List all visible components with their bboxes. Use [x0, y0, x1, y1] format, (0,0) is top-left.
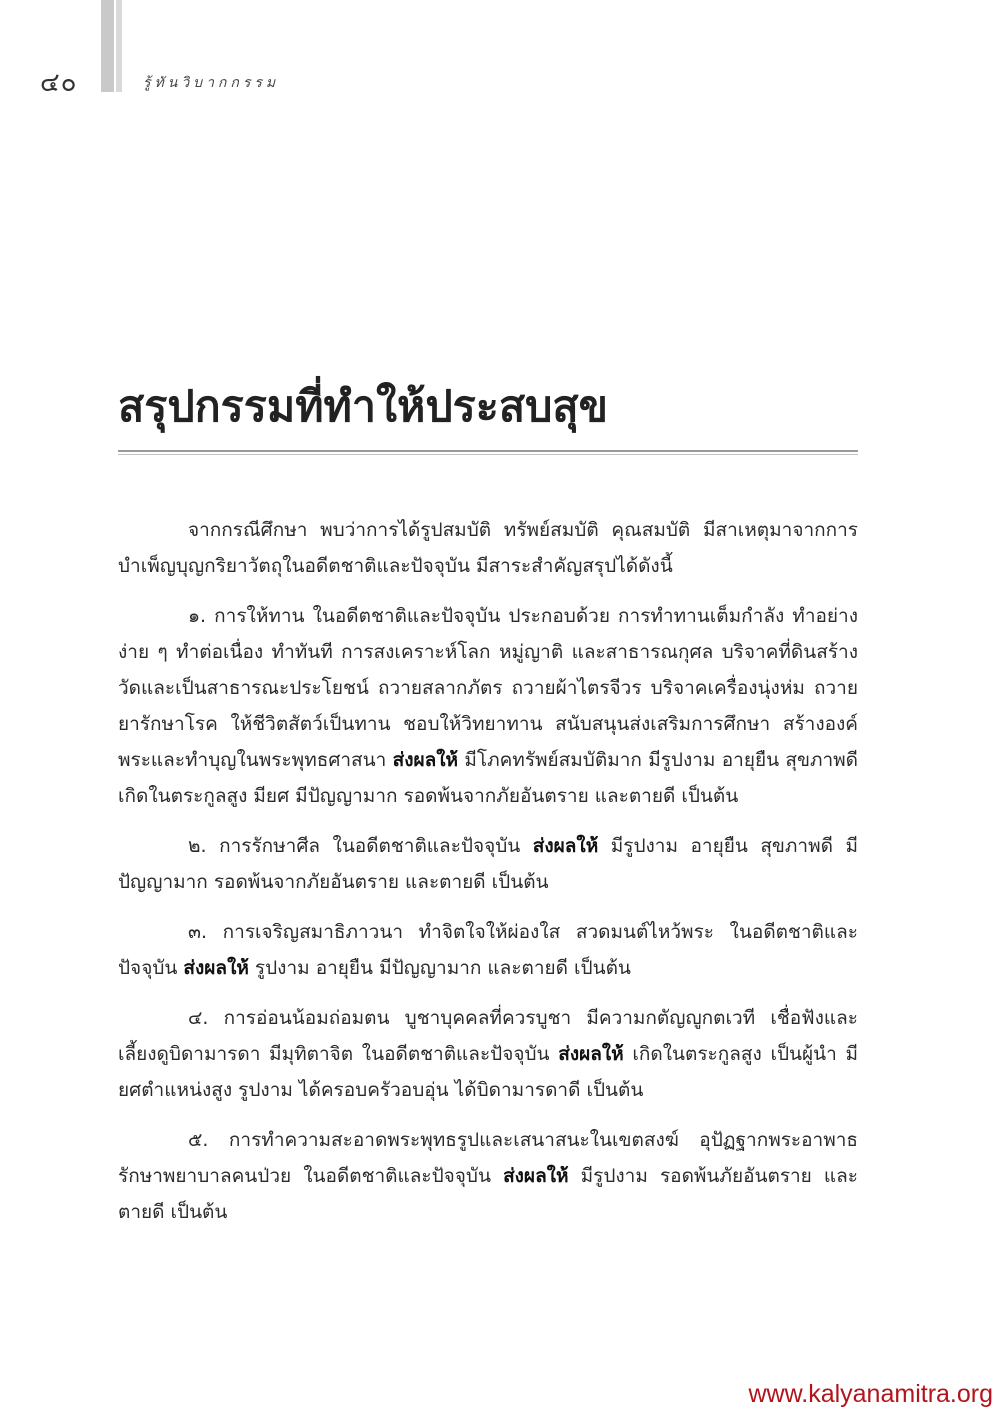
emphasis-result: ส่งผลให้ [183, 957, 249, 979]
paragraph-text: ๕. การทำความสะอาดพระพุทธรูปและเสนาสนะในเขตสงฆ์ อุปัฏฐากพระอาพาธ รักษาพยาบาลคนป่วย ในอดีตชาติและปัจจุบัน [118, 1129, 858, 1187]
title-underline-thin [118, 454, 858, 455]
paragraph-text: รูปงาม อายุยืน มีปัญญามาก และตายดี เป็นต้น [248, 957, 631, 979]
header-bar-decoration [101, 0, 114, 92]
paragraph-humility [118, 1000, 858, 1108]
paragraph-text: มีรูปงาม รอดพ้นภัยอันตราย และ ตายดี เป็นต้น [118, 1165, 858, 1223]
paragraph-text: มีโภคทรัพย์สมบัติมาก มีรูปงาม อายุยืน สุขภาพดี เกิดในตระกูลสูง มียศ มีปัญญามาก รอดพ้นจากภัยอันตราย และตายดี เป็นต้น [118, 749, 858, 807]
header-bar-decoration-light [116, 0, 122, 92]
paragraph-text: ๒. การรักษาศีล ในอดีตชาติและปัจจุบัน [188, 835, 533, 857]
paragraph-text: ๓. การเจริญสมาธิภาวนา ทำจิตใจให้ผ่องใส สวดมนต์ไหว้พระ ในอดีตชาติและปัจจุบัน [118, 921, 858, 979]
paragraph-cleaning [118, 1122, 858, 1230]
body-text [118, 512, 858, 1244]
paragraph-meditation [118, 914, 858, 986]
chapter-title: สรุปกรรมที่ทำให้ประสบสุข [118, 382, 609, 432]
intro-paragraph [118, 512, 858, 584]
paragraph-giving [118, 598, 858, 814]
page-number: ๔๐ [40, 68, 78, 98]
paragraph-text: ๑. การให้ทาน ในอดีตชาติและปัจจุบัน ประกอบด้วย การทำทานเต็มกำลัง ทำอย่างง่าย ๆ ทำต่อเนื่อง ทำทันที การสงเคราะห์โลก หมู่ญาติ และสาธารณกุศล บริจาคที่ดินสร้างวัดและเป็นสาธารณะประโยชน์ ถวายสลากภัตร ถวายผ้าไตรจีวร บริจาคเครื่องนุ่งห่ม ถวายยารักษาโรค ให้ชีวิตสัตว์เป็นทาน ชอบให้วิทยาทาน สนับสนุนส่งเสริมการศึกษา สร้างองค์พระและทำบุญในพระพุทธศาสนา [118, 605, 858, 771]
running-header-title: รู้ทันวิบากกรรม [143, 75, 280, 91]
paragraph-text: มีรูปงาม อายุยืน สุขภาพดี มีปัญญามาก รอดพ้นจากภัยอันตราย และตายดี เป็นต้น [118, 835, 858, 893]
emphasis-result: ส่งผลให้ [503, 1165, 569, 1187]
paragraph-text: จากกรณีศึกษา พบว่าการได้รูปสมบัติ ทรัพย์สมบัติ คุณสมบัติ มีสาเหตุมาจากการบำเพ็ญบุญกริยาวัตถุในอดีตชาติและปัจจุบัน มีสาระสำคัญสรุปได้ดังนี้ [118, 519, 858, 577]
website-watermark: www.kalyanamitra.org [748, 1380, 993, 1408]
title-underline [118, 450, 858, 452]
emphasis-result: ส่งผลให้ [558, 1043, 624, 1065]
emphasis-result: ส่งผลให้ [392, 749, 459, 771]
paragraph-text: เกิดในตระกูลสูง เป็นผู้นำ มียศตำแหน่งสูง รูปงาม ได้ครอบครัวอบอุ่น ได้บิดามารดาดี เป็นต้น [118, 1043, 858, 1101]
paragraph-text: ๔. การอ่อนน้อมถ่อมตน บูชาบุคคลที่ควรบูชา มีความกตัญญูกตเวที เชื่อฟังและเลี้ยงดูบิดามารดา มีมุทิตาจิต ในอดีตชาติและปัจจุบัน [118, 1007, 858, 1065]
paragraph-precepts [118, 828, 858, 900]
emphasis-result: ส่งผลให้ [532, 835, 599, 857]
